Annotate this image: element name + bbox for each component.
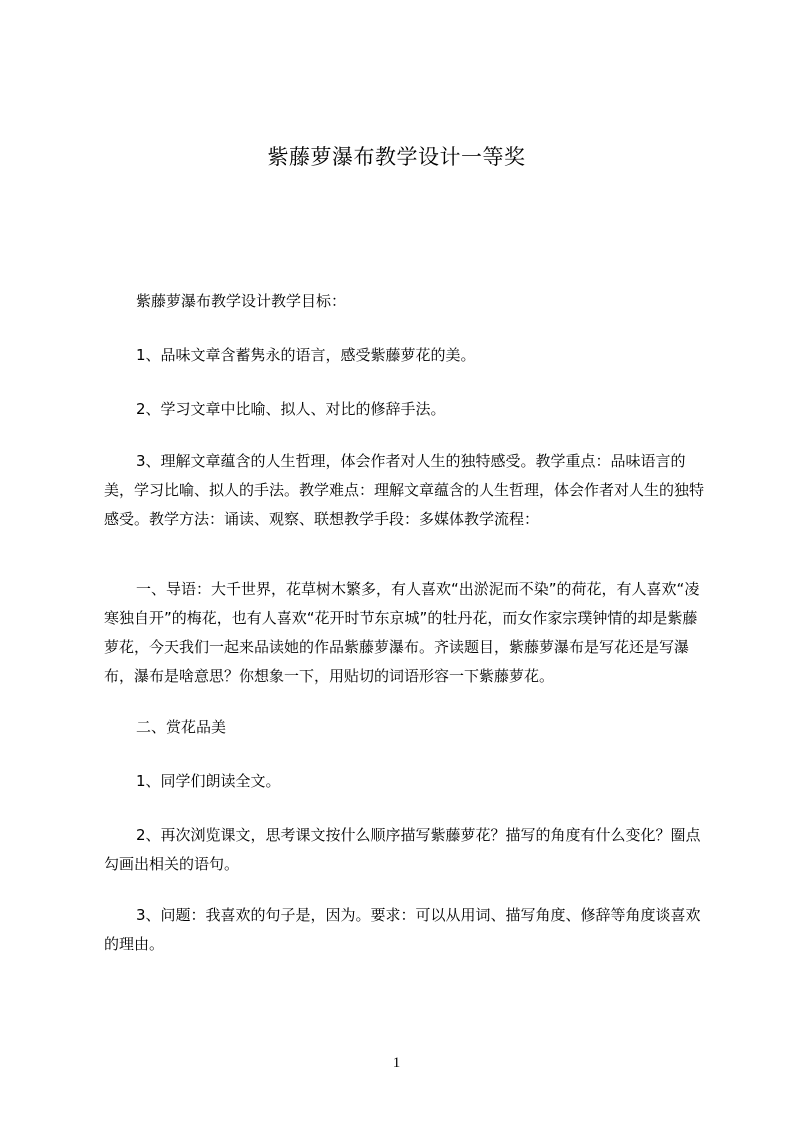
section-2-heading: 二、赏花品美 — [136, 718, 227, 736]
objective-3: 3、理解文章蕴含的人生哲理，体会作者对人生的独特感受。教学重点：品味语言的美，学习比喻、拟人的手法。教学难点：理解文章蕴含的人生哲理，体会作者对人生的独特感受。教学方法：诵读、观察、联想教学手段：多媒体教学流程： — [104, 452, 705, 528]
objectives-heading: 紫藤萝瀑布教学设计教学目标： — [136, 292, 347, 310]
step-1: 1、同学们朗读全文。 — [136, 772, 281, 790]
objective-2: 2、学习文章中比喻、拟人、对比的修辞手法。 — [136, 400, 446, 418]
step-3: 3、问题：我喜欢的句子是，因为。要求：可以从用词、描写角度、修辞等角度谈喜欢的理由。 — [104, 906, 701, 953]
section-1-intro: 一、导语：大千世界，花草树木繁多，有人喜欢“出淤泥而不染”的荷花，有人喜欢“凌寒独自开”的梅花，也有人喜欢“花开时节东京城”的牡丹花，而女作家宗璞钟情的却是紫藤萝花，今天我们一起来品读她的作品紫藤萝瀑布。齐读题目，紫藤萝瀑布是写花还是写瀑布，瀑布是啥意思？你想象一下，用贴切的词语形容一下紫藤萝花。 — [104, 580, 700, 685]
step-2: 2、再次浏览课文，思考课文按什么顺序描写紫藤萝花？描写的角度有什么变化？圈点勾画出相关的语句。 — [104, 826, 701, 873]
page-number: 1 — [392, 1055, 401, 1071]
objective-1: 1、品味文章含蓄隽永的语言，感受紫藤萝花的美。 — [136, 346, 476, 364]
document-title: 紫藤萝瀑布教学设计一等奖 — [267, 145, 526, 169]
